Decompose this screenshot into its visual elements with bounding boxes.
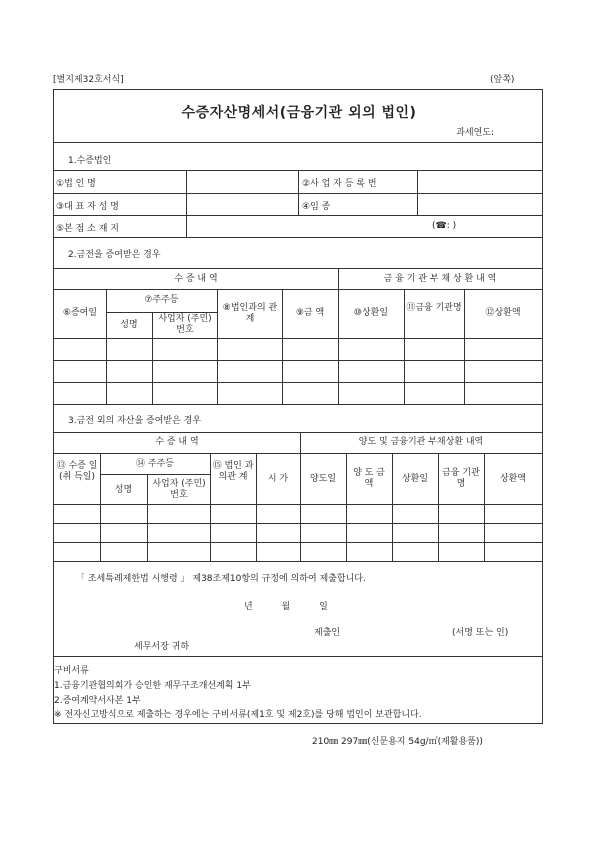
form-title: 수증자산명세서(금융기관 외의 법인) [181, 105, 417, 121]
phone-field: (☎: ) [432, 221, 457, 231]
paper-spec: 210㎜ 297㎜(신문용지 54g/㎡(재활용품)) [312, 737, 483, 747]
section3-title: 3.금전 외의 자산을 증여받은 경우 [68, 416, 202, 426]
signature-label: (서명 또는 인) [452, 628, 509, 638]
s3-col-date: ⑬ 수증 일 (취 득일) [56, 461, 98, 482]
recipient-label: 세무서장 귀하 [134, 642, 190, 652]
s3-col-transfer-amt: 양 도 금 액 [353, 468, 385, 489]
form-number: [별지제32호서식] [53, 75, 124, 85]
s2-col-bizno: 사업자 (주민)번호 [158, 314, 212, 335]
hq-address-label: ⑤본 점 소 재 지 [56, 224, 119, 234]
s2-col-bank: ⑪금융 기관명 [406, 303, 462, 313]
s2-col-donor: ⑦주주등 [144, 295, 179, 305]
page-side-label: (앞쪽) [490, 75, 515, 85]
section1-title: 1.수증법인 [68, 156, 112, 166]
s3-col-repay-date: 상환일 [401, 474, 429, 484]
attachment-item: 1.금융기관협의회가 승인한 재무구조개선계획 1부 [54, 681, 251, 691]
s2-col-amount: ⑨금 액 [295, 308, 325, 318]
s3-col-repay-amt: 상환액 [499, 474, 527, 484]
divider [54, 142, 542, 143]
s3-col-donor: ⑭ 주주등 [136, 459, 174, 469]
biz-reg-no-label: ②사 업 자 등 록 번 [302, 179, 377, 189]
s2-group-left: 수 증 내 역 [174, 274, 218, 284]
s2-col-relation: ⑧법인과의 관 계 [222, 303, 278, 324]
officer-label: ④임 종 [302, 202, 331, 212]
attachments-title: 구비서류 [54, 666, 89, 676]
submitter-label: 제출인 [314, 628, 341, 638]
s3-col-transfer-date: 양도일 [309, 474, 337, 484]
corp-name-label: ①법 인 명 [56, 179, 96, 189]
declaration-date: 년 월 일 [244, 602, 328, 612]
s3-col-bizno: 사업자 (주민)번호 [152, 479, 206, 500]
s2-col-repay-amt: ⑫상환액 [485, 308, 521, 318]
s3-group-left: 수 증 내 역 [155, 437, 199, 447]
s3-col-relation: ⑮ 법인 과 의관 계 [212, 461, 254, 482]
s2-col-repay-date: ⑩상환일 [353, 308, 389, 318]
s3-col-price: 시 가 [267, 474, 289, 484]
tax-year-label: 과세연도: [456, 128, 494, 138]
attachment-note: ※ 전자신고방식으로 제출하는 경우에는 구비서류(제1호 및 제2호)를 당해 법인이 보관합니다. [54, 710, 422, 720]
ceo-name-label: ③대 표 자 성 명 [56, 202, 119, 212]
s3-col-name: 성명 [114, 485, 133, 495]
section2-title: 2.금전을 증여받은 경우 [68, 250, 161, 260]
s3-col-bank: 금융 기관명 [442, 468, 480, 489]
s2-col-date: ⑥증여일 [62, 308, 98, 318]
form-frame [53, 89, 543, 724]
declaration-text: 「 조세특례제한법 시행령 」 제38조제10항의 규정에 의하여 제출합니다. [76, 574, 366, 584]
s2-col-name: 성명 [120, 320, 138, 330]
s2-group-right: 금 융 기 관 부 채 상 환 내 역 [383, 274, 497, 284]
attachment-item: 2.증여계약서사본 1부 [54, 696, 141, 706]
s3-group-right: 양도 및 금융기관 부채상환 내역 [358, 437, 484, 447]
